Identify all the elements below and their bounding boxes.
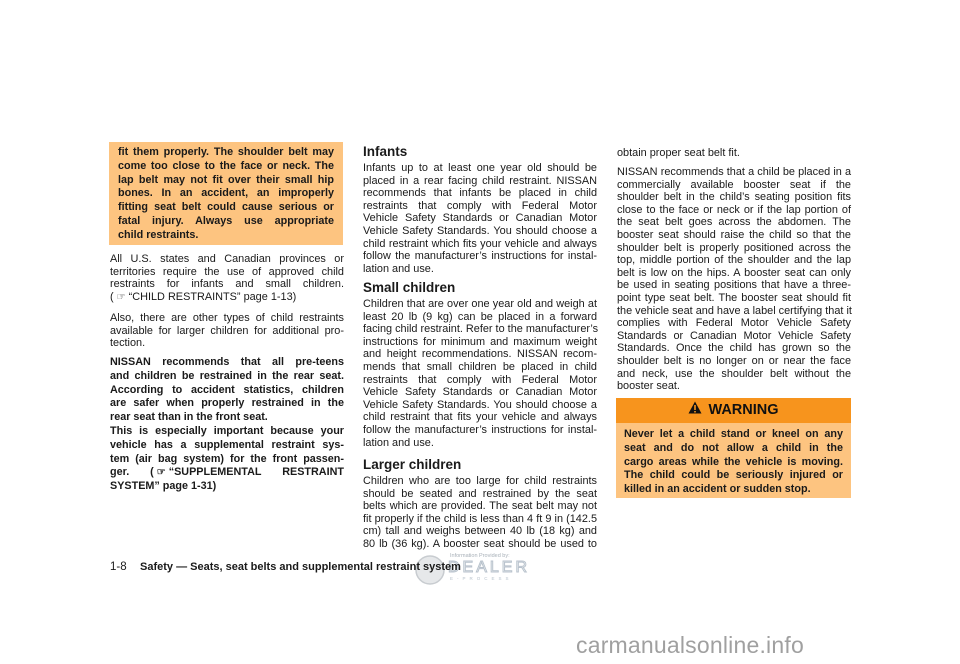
text-line: placed in a rear facing child restraint. NISSAN — [363, 174, 597, 187]
cross-reference-link[interactable] — [110, 291, 344, 304]
text-line: lation and use. — [363, 436, 434, 449]
text-line: point type seat belt. The booster seat should fit — [617, 291, 851, 304]
heading-infants: Infants — [363, 144, 408, 159]
text-line: commercially available booster seat if the — [617, 178, 851, 191]
text-line: child restraint which fits your vehicle and always — [363, 237, 597, 250]
paragraph-seat-belt-fit — [617, 147, 851, 160]
text-line: child restraint that fits your vehicle and always — [363, 411, 597, 424]
cross-reference-link[interactable] — [110, 466, 344, 480]
paragraph-small-children — [363, 298, 597, 449]
warning-triangle-icon — [688, 398, 702, 423]
text-line: territories require the use of approved child — [110, 265, 344, 278]
paragraph-infants — [363, 162, 597, 275]
text-line: shoulder belt is no longer on or near the face — [617, 354, 851, 367]
text-line: Children that are over one year old and weigh at — [363, 298, 597, 310]
text-line: shoulder belt in the child’s seating position fits — [617, 191, 851, 204]
text-line: restraints for infants and small children. — [110, 278, 344, 291]
text-line: rear seat than in the front seat. — [110, 411, 268, 424]
text-line: Vehicle Safety Standards or Canadian Motor — [363, 212, 597, 225]
text-line: seat and do not allow a child in the — [624, 441, 843, 454]
text-line: Vehicle Safety Standards or Canadian Motor — [363, 386, 597, 399]
text-line: top, middle portion of the shoulder and the lap — [617, 254, 851, 267]
text-line: Infants up to at least one year old should be — [363, 162, 597, 174]
paragraph-airbag-note — [110, 425, 344, 494]
text-line: the seat belt goes across the abdomen. The — [617, 216, 851, 229]
text-line: tem (air bag system) for the front passen- — [110, 452, 344, 465]
text-line: recommends that infants be placed in child — [363, 187, 597, 200]
logo-text: DEALER — [448, 559, 531, 576]
text-line: lap belt may not fit over their small hip — [118, 173, 334, 186]
reference-text: “SUPPLEMENTAL RESTRAINT — [168, 466, 344, 479]
text-line: This is especially important because your — [110, 425, 344, 437]
text-line: and children be restrained in the rear seat. — [110, 369, 344, 382]
text-line: close to the face or neck or if the lap portion of — [617, 203, 851, 216]
text-line: The child could be seriously injured or — [624, 469, 843, 482]
paragraph-booster-seat — [617, 166, 851, 393]
text-line: follow the manufacturer’s instructions for instal- — [363, 250, 597, 263]
text-line: fitting seat belt could cause serious or — [118, 201, 334, 214]
text-line: booster seat. — [617, 380, 680, 393]
text-line: Also, there are other types of child restraints — [110, 312, 344, 324]
text-line: NISSAN recommends that a child be placed in a — [617, 166, 851, 178]
text-line: fit properly if the child is less than 4 ft 9 in (142.5 — [363, 512, 597, 525]
text-line: Standards or Canadian Motor Vehicle Safety — [617, 329, 851, 342]
watermark: carmanualsonline.info — [576, 632, 804, 658]
text: ger. ( — [110, 466, 154, 479]
text-line: follow the manufacturer’s instructions for instal- — [363, 423, 597, 436]
pointing-hand-icon: ☞ — [156, 467, 166, 479]
text-line: SYSTEM” page 1-31) — [110, 480, 217, 493]
text-line: Vehicle Safety Standards. You should choose a — [363, 224, 597, 237]
text-line: and height recommendations. NISSAN recom- — [363, 348, 597, 361]
text-line: available for larger children for additional pro- — [110, 324, 344, 337]
logo-caption: Information Provided by: — [450, 553, 510, 559]
text-line: are safer when properly restrained in the — [110, 397, 344, 410]
text-line: killed in an accident or sudden stop. — [624, 483, 811, 496]
warning-text — [624, 428, 843, 497]
text-line: mends that small children be placed in child — [363, 360, 597, 373]
text-line: child restraints. — [118, 228, 199, 241]
text-line: restraints that comply with Federal Motor — [363, 199, 597, 212]
section-title: Safety — Seats, seat belts and supplemental restraint system — [140, 561, 461, 573]
text-line: and neck, use the shoulder belt without the — [617, 367, 851, 380]
paren: ( — [110, 290, 114, 303]
text-line: the vehicle seat and have a label certifying that it — [617, 304, 852, 317]
heading-larger-children: Larger children — [363, 457, 462, 472]
text-line: complies with Federal Motor Vehicle Safety — [617, 317, 851, 330]
text-line: All U.S. states and Canadian provinces or — [110, 253, 344, 265]
text-line: cm) tall and weighs between 40 lb (18 kg) and — [363, 525, 597, 538]
logo-subtext: E-PROCESS — [450, 576, 513, 581]
text-line: tection. — [110, 337, 146, 350]
text-line: According to accident statistics, children — [110, 383, 344, 396]
pointing-hand-icon: ☞ — [116, 291, 126, 303]
text-line: cargo areas while the vehicle is moving. — [624, 455, 843, 468]
paragraph-rear-seat-recommendation — [110, 356, 344, 425]
text-line: booster seat should raise the child so that the — [617, 228, 851, 241]
page-number: 1-8 — [110, 561, 127, 573]
paragraph-other-restraints — [110, 312, 344, 350]
reference-text: “CHILD RESTRAINTS” page 1-13) — [128, 290, 297, 303]
text-line: bones. In an accident, an improperly — [118, 187, 334, 200]
text-line: belt is low on the hips. A booster seat can only — [617, 266, 851, 279]
text-line: shoulder belt is properly positioned across the — [617, 241, 851, 254]
heading-small-children: Small children — [363, 280, 456, 295]
caution-text — [118, 146, 334, 243]
text-line: restraints that comply with Federal Motor — [363, 373, 597, 386]
text-line: lation and use. — [363, 262, 434, 275]
text-line: Never let a child stand or kneel on any — [624, 428, 843, 440]
text-line: should be seated and restrained by the seat — [363, 487, 597, 500]
warning-title: WARNING — [708, 402, 779, 418]
text-line: facing child restraint. Refer to the manufacturer’s — [363, 323, 599, 336]
text-line: fatal injury. Always use appropriate — [118, 214, 334, 227]
text-line: instructions for minimum and maximum weight — [363, 335, 597, 348]
warning-header — [616, 398, 851, 423]
text-line: 80 lb (36 kg). A booster seat should be used to — [363, 537, 597, 550]
text-line: Vehicle Safety Standards. You should choose a — [363, 398, 597, 411]
text-line: fit them properly. The shoulder belt may — [118, 146, 334, 158]
text-line: come too close to the face or neck. The — [118, 159, 334, 172]
text-line: vehicle has a supplemental restraint sys- — [110, 438, 344, 451]
text-line: NISSAN recommends that all pre-teens — [110, 356, 344, 368]
text-line: belts which are provided. The seat belt may not — [363, 500, 597, 513]
text-line: be used in seating positions that have a three- — [617, 279, 851, 292]
paragraph-larger-children — [363, 475, 597, 551]
paragraph-child-restraints-required — [110, 253, 344, 303]
text-line: Children who are too large for child restraints — [363, 475, 597, 487]
text-line: Standards. Once the child has grown so the — [617, 342, 851, 355]
text-line: obtain proper seat belt fit. — [617, 147, 740, 159]
text-line: least 20 lb (9 kg) can be placed in a forward — [363, 310, 597, 323]
